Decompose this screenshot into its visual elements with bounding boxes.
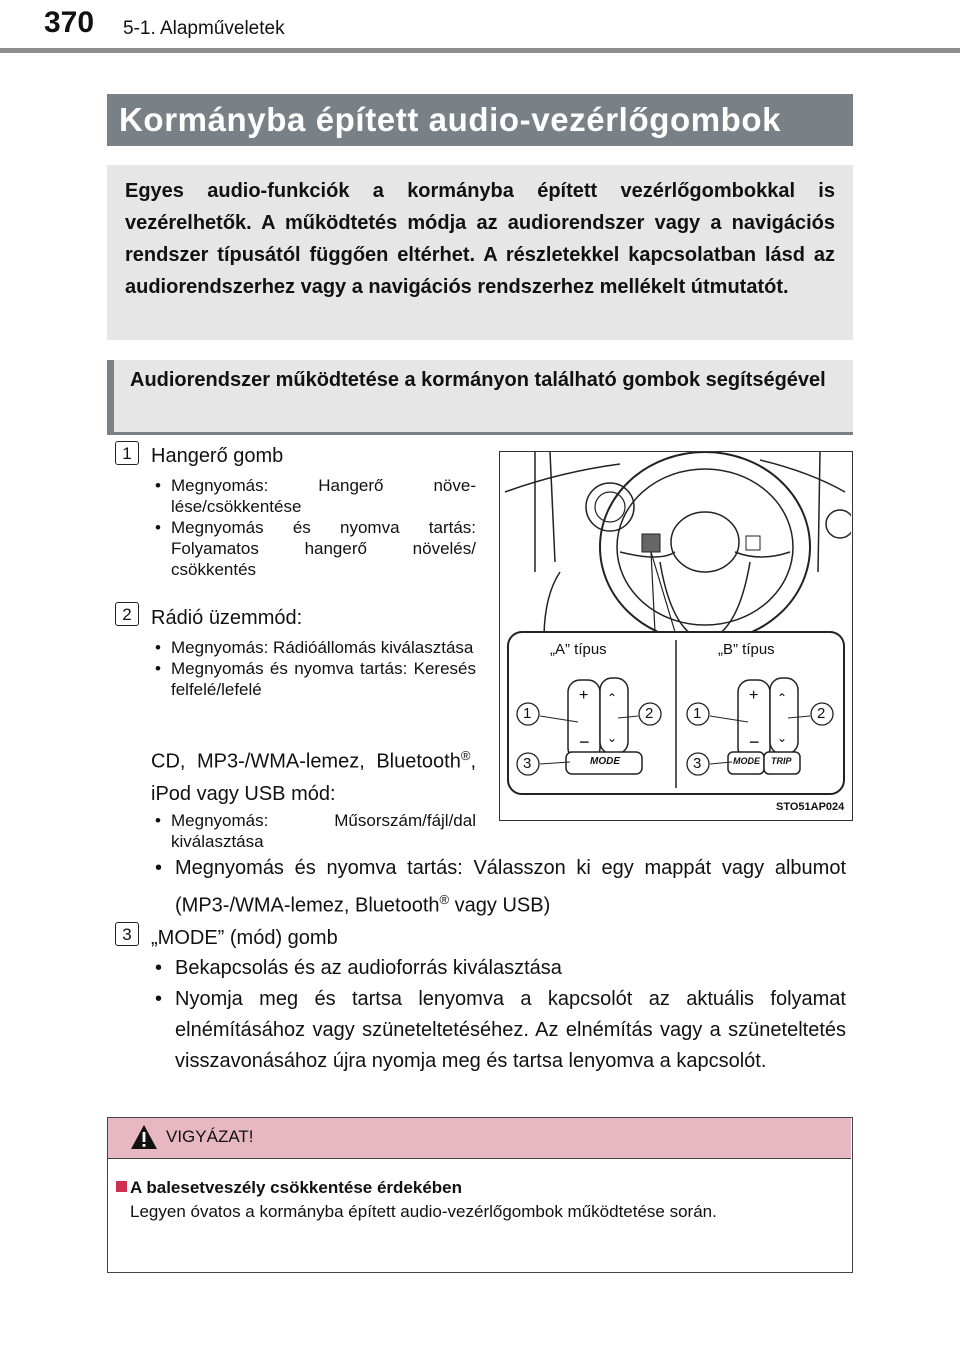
item-2-title: Rádió üzemmód: xyxy=(151,607,303,629)
type-b-label: „B” típus xyxy=(718,641,775,658)
subheading-rule xyxy=(107,432,853,435)
page-number: 370 xyxy=(44,6,95,39)
cd-mode-bullets-wide xyxy=(151,853,846,922)
cd-mode-bullets xyxy=(151,810,476,852)
callout-3-b: 3 xyxy=(693,755,702,772)
steering-wheel-icon xyxy=(600,452,810,642)
svg-text:⌄: ⌄ xyxy=(607,731,618,745)
trip-label-b: TRIP xyxy=(771,756,792,766)
intro-box xyxy=(107,165,853,340)
caution-title: VIGYÁZAT! xyxy=(166,1127,254,1146)
item-3-bullets xyxy=(151,953,846,1077)
warning-triangle-icon xyxy=(130,1124,158,1150)
item-1-bullets xyxy=(151,475,476,580)
page-title: Kormányba épített audio-vezérlőgombok xyxy=(107,94,853,146)
intro-text: Egyes audio-funkciók a kormányba épített vezérlőgombokkal is vezérelhetők. A működtetés módja az audiorendszer vagy a navigációs rendszer típusától függően eltérhet. A részletekkel kapcsolatban lásd az audiorendszerhez vagy a navigációs rendszerhez mellékelt útmutatót. xyxy=(125,180,835,298)
figure-code: STO51AP024 xyxy=(776,801,845,813)
svg-text:⌃: ⌃ xyxy=(777,691,788,705)
list-item: • Nyomja meg és tartsa lenyomva a kapcsolót az aktuális folyamat elnémításához vagy szüneteltetéséhez. Az elnémítás vagy a szüneteltetés visszavonásához újra nyomja meg és tartsa lenyomva a kapcsolót. xyxy=(151,984,846,1077)
callout-1-a: 1 xyxy=(523,705,532,722)
steering-wheel-illustration xyxy=(500,452,851,819)
svg-text:⌄: ⌄ xyxy=(777,731,788,745)
list-item: • Bekapcsolás és az audioforrás kiválasztása xyxy=(151,953,846,984)
cd-mode-title: CD, MP3-/WMA-lemez, Bluetooth®, iPod vagy USB mód: xyxy=(151,748,476,805)
svg-text:+: + xyxy=(579,687,589,704)
callout-2-b: 2 xyxy=(817,705,826,722)
list-item: • Megnyomás: Rádióállomás kiválasztása xyxy=(151,637,476,658)
svg-text:⌃: ⌃ xyxy=(607,691,618,705)
item-1-title: Hangerő gomb xyxy=(151,445,284,467)
svg-text:+: + xyxy=(749,687,759,704)
caution-box xyxy=(107,1117,853,1273)
subheading-text: Audiorendszer működtetése a kormányon található gombok segítségével xyxy=(130,369,826,391)
mode-label-b: MODE xyxy=(733,756,760,766)
callout-2-a: 2 xyxy=(645,705,654,722)
item-3-badge: 3 xyxy=(115,922,139,946)
subheading-box xyxy=(107,360,853,432)
caution-text: Legyen óvatos a kormányba épített audio-vezérlőgombok működtetése során. xyxy=(130,1202,717,1221)
item-3-title: „MODE” (mód) gomb xyxy=(151,927,338,949)
header-divider xyxy=(0,48,960,53)
steering-wheel-figure xyxy=(499,451,853,821)
section-label: 5-1. Alapműveletek xyxy=(123,18,285,39)
caution-subtitle: A balesetveszély csökkentése érdekében xyxy=(130,1178,463,1197)
list-item: • Megnyomás és nyomva tartás: Keresés felfelé/lefelé xyxy=(151,658,476,700)
list-item: • Megnyomás és nyomva tartás: Válasszon ki egy mappát vagy albumot (MP3-/WMA-lemez, Bluetooth® vagy USB) xyxy=(151,853,846,922)
audio-switch-icon xyxy=(642,534,660,552)
item-2-bullets xyxy=(151,637,476,700)
svg-text:−: − xyxy=(579,732,590,752)
mode-label-a: MODE xyxy=(590,756,620,767)
list-item: • Megnyomás: Hangerő növelése/csökkentése xyxy=(151,475,476,517)
item-2-badge: 2 xyxy=(115,602,139,626)
square-bullet-icon xyxy=(116,1181,127,1192)
list-item: • Megnyomás és nyomva tartás: Folyamatos hangerő növelés/ csökkentés xyxy=(151,517,476,580)
callout-3-a: 3 xyxy=(523,755,532,772)
callout-1-b: 1 xyxy=(693,705,702,722)
svg-text:−: − xyxy=(749,732,760,752)
item-1-badge: 1 xyxy=(115,441,139,465)
list-item: • Megnyomás: Műsorszám/fájl/dal kiválasztása xyxy=(151,810,476,852)
type-a-label: „A” típus xyxy=(550,641,607,658)
